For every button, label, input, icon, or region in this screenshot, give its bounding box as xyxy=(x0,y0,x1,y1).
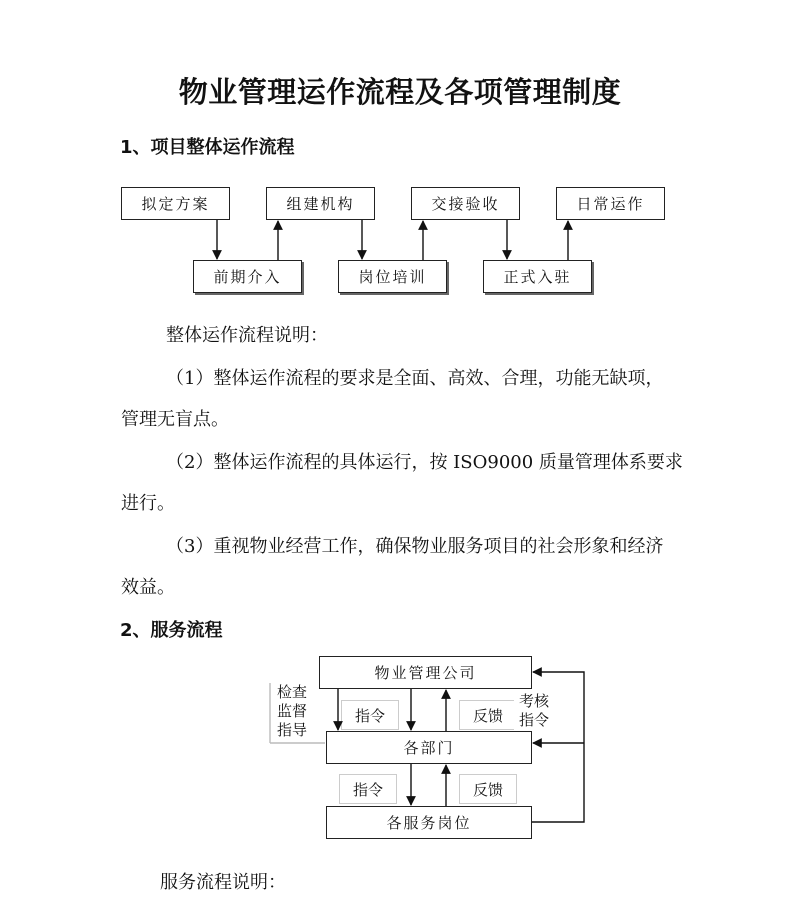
section1-p2-line1: （2）整体运作流程的具体运行，按 ISO9000 质量管理体系要求 xyxy=(166,452,683,473)
section1-p3-line2: 效益。 xyxy=(121,577,175,598)
section1-p1-line2: 管理无盲点。 xyxy=(121,409,229,430)
flow-step-training: 岗位培训 xyxy=(338,260,447,293)
flow-step-daily-operation: 日常运作 xyxy=(556,187,665,220)
section1-explanation-title: 整体运作流程说明： xyxy=(166,325,328,346)
label-feedback-lower: 反馈 xyxy=(459,774,517,804)
flow-step-early-involvement: 前期介入 xyxy=(193,260,302,293)
section1-heading: 1、项目整体运作流程 xyxy=(120,137,295,158)
section2-heading: 2、服务流程 xyxy=(120,620,223,641)
node-departments: 各部门 xyxy=(326,731,532,764)
label-assess-instruct: 考核 指令 xyxy=(514,692,554,730)
flow-step-move-in: 正式入驻 xyxy=(483,260,592,293)
label-instruction-upper: 指令 xyxy=(341,700,399,730)
label-instruction-lower: 指令 xyxy=(339,774,397,804)
flow-step-organize: 组建机构 xyxy=(266,187,375,220)
section1-p1-line1: （1）整体运作流程的要求是全面、高效、合理，功能无缺项， xyxy=(166,368,664,389)
section1-p3-line1: （3）重视物业经营工作，确保物业服务项目的社会形象和经济 xyxy=(166,536,664,557)
document-title: 物业管理运作流程及各项管理制度 xyxy=(178,75,622,109)
label-inspect-supervise-guide: 检查 监督 指导 xyxy=(276,683,307,739)
section1-p2-line2: 进行。 xyxy=(121,493,175,514)
flow-step-handover: 交接验收 xyxy=(411,187,520,220)
node-service-posts: 各服务岗位 xyxy=(326,806,532,839)
node-company: 物业管理公司 xyxy=(319,656,532,689)
label-feedback-upper: 反馈 xyxy=(459,700,517,730)
flow-step-plan: 拟定方案 xyxy=(121,187,230,220)
section2-explanation-title: 服务流程说明： xyxy=(160,872,286,893)
